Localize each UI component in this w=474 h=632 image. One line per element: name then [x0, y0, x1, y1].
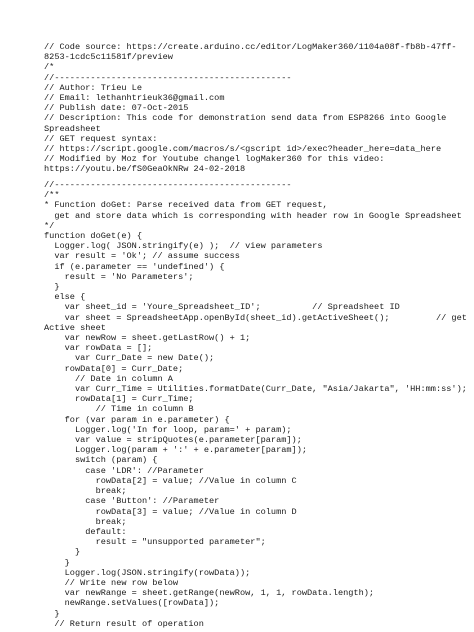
code-line: function doGet(e) { — [44, 231, 142, 242]
code-line: else { — [44, 292, 86, 303]
code-line: Logger.log('In for loop, param=' + param); — [44, 424, 292, 435]
code-line: break; — [44, 516, 127, 527]
code-line: case 'Button': //Parameter — [44, 496, 220, 507]
code-line: } — [44, 608, 60, 619]
code-line: for (var param in e.parameter) { — [44, 414, 230, 425]
code-line: get and store data which is corresponding with header row in Google Spreadsheet — [44, 210, 462, 221]
code-line: * Function doGet: Parse received data from GET request, — [44, 200, 328, 211]
code-header-comment — [44, 42, 464, 175]
code-line: rowData[2] = value; //Value in column C — [44, 475, 297, 486]
code-line: // Write new row below — [44, 577, 179, 588]
code-line: break; — [44, 486, 127, 497]
code-line: // Date in column A — [44, 373, 173, 384]
code-line: var result = 'Ok'; // assume success — [44, 251, 240, 262]
code-line: Logger.log(JSON.stringify(rowData)); — [44, 567, 251, 578]
code-line: if (e.parameter == 'undefined') { — [44, 261, 225, 272]
code-line: Logger.log( JSON.stringify(e) ); // view parameters — [44, 241, 323, 252]
code-line: } — [44, 557, 70, 568]
code-line: // Description: This code for demonstration send data from ESP8266 into Google — [44, 113, 447, 124]
code-line: */ — [44, 220, 55, 231]
code-line: // Time in column B — [44, 404, 194, 415]
code-line: } — [44, 547, 81, 558]
code-line: /* — [44, 62, 55, 73]
code-line: // Email: lethanhtrieuk36@gmail.com — [44, 93, 225, 104]
code-line: // Code source: https://create.arduino.cc/editor/LogMaker360/1104a08f-fb8b-47ff- — [44, 42, 457, 52]
code-line: } — [44, 282, 60, 293]
code-line: var newRange = sheet.getRange(newRow, 1, 1, rowData.length); — [44, 588, 375, 599]
code-line: var rowData = []; — [44, 343, 153, 354]
code-line: 8253-1cdc5c11581f/preview — [44, 52, 173, 63]
code-line: newRange.setValues([rowData]); — [44, 598, 220, 609]
code-line: Logger.log(param + ':' + e.parameter[param]); — [44, 445, 308, 456]
code-line: var sheet_id = 'Youre_Spreadsheet_ID'; // Spreadsheet ID — [44, 302, 400, 313]
code-line: //---------------------------------------------- — [44, 180, 292, 190]
code-line: result = 'No Parameters'; — [44, 271, 194, 282]
code-line: var value = stripQuotes(e.parameter[param]); — [44, 435, 302, 446]
code-line: //---------------------------------------------- — [44, 72, 292, 83]
code-line: // https://script.google.com/macros/s/<gscript id>/exec?header_here=data_here — [44, 144, 442, 155]
code-line: // GET request syntax: — [44, 133, 158, 144]
code-line: // Author: Trieu Le — [44, 82, 142, 93]
code-line: // Publish date: 07-Oct-2015 — [44, 103, 189, 114]
code-line: Spreadsheet — [44, 123, 101, 134]
code-line: https://youtu.be/fS0GeaOkNRw 24-02-2018 — [44, 164, 246, 175]
code-line: var sheet = SpreadsheetApp.openById(sheet_id).getActiveSheet(); // get — [44, 312, 467, 323]
code-line: default: — [44, 526, 127, 537]
code-line: var Curr_Time = Utilities.formatDate(Curr_Date, "Asia/Jakarta", 'HH:mm:ss'); — [44, 384, 467, 395]
code-line: var newRow = sheet.getLastRow() + 1; — [44, 333, 251, 344]
code-line: rowData[0] = Curr_Date; — [44, 363, 184, 374]
code-function-body — [44, 180, 467, 629]
code-line: // Modified by Moz for Youtube changel logMaker360 for this video: — [44, 154, 385, 165]
code-line: Active sheet — [44, 322, 106, 333]
code-line: rowData[3] = value; //Value in column D — [44, 506, 297, 517]
code-line: var Curr_Date = new Date(); — [44, 353, 215, 364]
code-line: case 'LDR': //Parameter — [44, 465, 204, 476]
code-line: rowData[1] = Curr_Time; — [44, 394, 194, 405]
code-line: switch (param) { — [44, 455, 158, 466]
code-line: // Return result of operation — [44, 618, 204, 629]
code-line: /** — [44, 190, 60, 201]
code-line: result = "unsupported parameter"; — [44, 537, 266, 548]
